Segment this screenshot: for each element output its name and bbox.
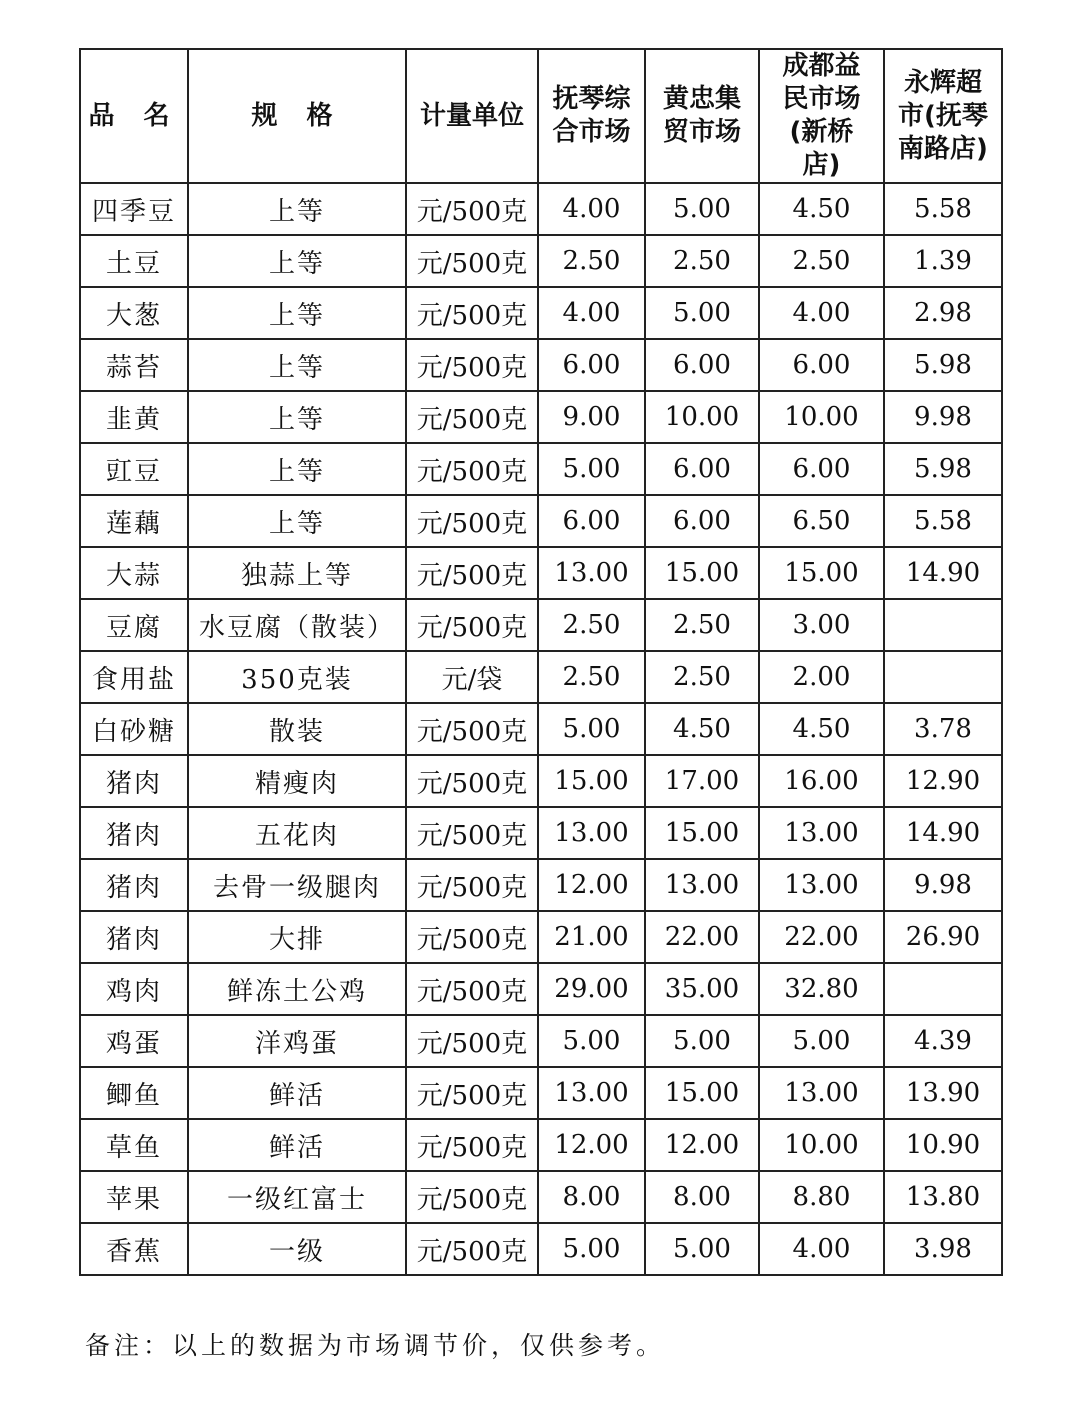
cell-unit: 元/500克 [406,755,538,807]
cell-price-yonghui: 2.98 [884,287,1002,339]
cell-price-yonghui: 3.98 [884,1223,1002,1275]
cell-unit: 元/500克 [406,1015,538,1067]
cell-price-huangzhong: 5.00 [645,183,759,235]
table-row [80,339,1002,391]
cell-price-yonghui: 5.58 [884,183,1002,235]
cell-price-yimin: 22.00 [759,911,884,963]
cell-product-name: 蒜苔 [80,339,188,391]
cell-price-yimin: 10.00 [759,391,884,443]
header-row [80,49,1002,183]
cell-price-fuqin: 13.00 [538,547,645,599]
table-row [80,911,1002,963]
cell-price-yonghui [884,599,1002,651]
table-row [80,1015,1002,1067]
table-row [80,963,1002,1015]
header-market-yimin-label: 成都益民市场(新桥店) [782,51,861,180]
cell-specification: 鲜冻土公鸡 [188,963,406,1015]
cell-price-yimin: 15.00 [759,547,884,599]
table-row [80,599,1002,651]
cell-specification: 上等 [188,495,406,547]
table-row [80,391,1002,443]
cell-unit: 元/500克 [406,1119,538,1171]
header-market-huangzhong-label: 黄忠集贸市场 [662,84,741,147]
cell-price-fuqin: 2.50 [538,235,645,287]
cell-price-yonghui: 5.98 [884,339,1002,391]
cell-specification: 一级 [188,1223,406,1275]
cell-product-name: 四季豆 [80,183,188,235]
cell-unit: 元/袋 [406,651,538,703]
header-market-yonghui [884,49,1002,183]
cell-price-yimin: 32.80 [759,963,884,1015]
cell-unit: 元/500克 [406,1067,538,1119]
cell-product-name: 莲藕 [80,495,188,547]
cell-price-yonghui: 13.90 [884,1067,1002,1119]
cell-price-huangzhong: 6.00 [645,443,759,495]
cell-unit: 元/500克 [406,807,538,859]
cell-price-huangzhong: 15.00 [645,547,759,599]
cell-product-name: 鲫鱼 [80,1067,188,1119]
cell-price-fuqin: 5.00 [538,1223,645,1275]
cell-price-yimin: 13.00 [759,859,884,911]
cell-price-fuqin: 2.50 [538,599,645,651]
cell-unit: 元/500克 [406,547,538,599]
cell-price-fuqin: 5.00 [538,1015,645,1067]
header-market-yimin [759,49,884,183]
cell-price-yimin: 13.00 [759,1067,884,1119]
cell-price-fuqin: 29.00 [538,963,645,1015]
cell-unit: 元/500克 [406,443,538,495]
cell-unit: 元/500克 [406,235,538,287]
table-row [80,1223,1002,1275]
cell-price-yimin: 6.50 [759,495,884,547]
cell-price-yonghui [884,963,1002,1015]
cell-product-name: 香蕉 [80,1223,188,1275]
cell-price-yonghui: 9.98 [884,859,1002,911]
cell-specification: 五花肉 [188,807,406,859]
cell-specification: 上等 [188,443,406,495]
cell-price-yimin: 5.00 [759,1015,884,1067]
cell-unit: 元/500克 [406,1223,538,1275]
cell-price-fuqin: 4.00 [538,183,645,235]
cell-specification: 水豆腐（散装） [188,599,406,651]
cell-price-huangzhong: 8.00 [645,1171,759,1223]
cell-product-name: 豇豆 [80,443,188,495]
table-row [80,547,1002,599]
cell-price-fuqin: 2.50 [538,651,645,703]
cell-price-yonghui: 14.90 [884,547,1002,599]
header-market-fuqin [538,49,645,183]
cell-specification: 350克装 [188,651,406,703]
cell-product-name: 韭黄 [80,391,188,443]
cell-price-yimin: 10.00 [759,1119,884,1171]
cell-price-yonghui: 14.90 [884,807,1002,859]
cell-unit: 元/500克 [406,495,538,547]
cell-price-fuqin: 5.00 [538,443,645,495]
cell-price-fuqin: 13.00 [538,807,645,859]
cell-price-huangzhong: 5.00 [645,1015,759,1067]
table-row [80,495,1002,547]
cell-price-yimin: 4.00 [759,1223,884,1275]
header-market-huangzhong [645,49,759,183]
cell-unit: 元/500克 [406,183,538,235]
cell-price-fuqin: 9.00 [538,391,645,443]
cell-price-fuqin: 4.00 [538,287,645,339]
cell-price-huangzhong: 6.00 [645,495,759,547]
cell-specification: 精瘦肉 [188,755,406,807]
cell-product-name: 苹果 [80,1171,188,1223]
cell-product-name: 大蒜 [80,547,188,599]
cell-price-huangzhong: 12.00 [645,1119,759,1171]
cell-specification: 一级红富士 [188,1171,406,1223]
cell-price-huangzhong: 5.00 [645,1223,759,1275]
cell-price-yimin: 13.00 [759,807,884,859]
cell-specification: 独蒜上等 [188,547,406,599]
cell-specification: 上等 [188,183,406,235]
cell-price-yonghui: 12.90 [884,755,1002,807]
cell-price-yonghui: 3.78 [884,703,1002,755]
cell-specification: 去骨一级腿肉 [188,859,406,911]
cell-price-fuqin: 13.00 [538,1067,645,1119]
table-row [80,183,1002,235]
cell-unit: 元/500克 [406,339,538,391]
cell-price-yonghui: 10.90 [884,1119,1002,1171]
table-body [80,183,1002,1275]
table-row [80,859,1002,911]
cell-price-huangzhong: 6.00 [645,339,759,391]
table-row [80,651,1002,703]
cell-unit: 元/500克 [406,859,538,911]
cell-price-huangzhong: 35.00 [645,963,759,1015]
cell-product-name: 鸡肉 [80,963,188,1015]
cell-product-name: 猪肉 [80,807,188,859]
table-row [80,443,1002,495]
cell-price-huangzhong: 2.50 [645,651,759,703]
header-specification: 规 格 [188,49,406,183]
cell-product-name: 猪肉 [80,755,188,807]
cell-specification: 上等 [188,391,406,443]
cell-specification: 大排 [188,911,406,963]
table-row [80,1067,1002,1119]
cell-specification: 洋鸡蛋 [188,1015,406,1067]
cell-specification: 上等 [188,287,406,339]
cell-price-yonghui: 1.39 [884,235,1002,287]
cell-product-name: 鸡蛋 [80,1015,188,1067]
cell-price-yimin: 8.80 [759,1171,884,1223]
cell-price-fuqin: 6.00 [538,339,645,391]
table-row [80,703,1002,755]
cell-unit: 元/500克 [406,1171,538,1223]
cell-price-fuqin: 21.00 [538,911,645,963]
cell-price-huangzhong: 2.50 [645,235,759,287]
cell-price-yimin: 4.00 [759,287,884,339]
table-row [80,287,1002,339]
cell-specification: 上等 [188,339,406,391]
cell-price-yimin: 3.00 [759,599,884,651]
cell-product-name: 豆腐 [80,599,188,651]
header-product-name: 品 名 [80,49,188,183]
table-row [80,807,1002,859]
header-unit: 计量单位 [406,49,538,183]
footnote: 备注：以上的数据为市场调节价，仅供参考。 [85,1331,666,1360]
cell-unit: 元/500克 [406,391,538,443]
cell-price-yimin: 6.00 [759,443,884,495]
price-table [79,48,1003,1276]
cell-price-huangzhong: 17.00 [645,755,759,807]
table-row [80,755,1002,807]
cell-price-fuqin: 6.00 [538,495,645,547]
cell-price-fuqin: 8.00 [538,1171,645,1223]
header-market-fuqin-label: 抚琴综合市场 [552,84,631,147]
cell-product-name: 猪肉 [80,911,188,963]
cell-price-huangzhong: 22.00 [645,911,759,963]
table-row [80,1119,1002,1171]
cell-price-fuqin: 12.00 [538,1119,645,1171]
cell-price-huangzhong: 15.00 [645,1067,759,1119]
cell-price-fuqin: 12.00 [538,859,645,911]
cell-price-yonghui: 4.39 [884,1015,1002,1067]
cell-product-name: 食用盐 [80,651,188,703]
cell-unit: 元/500克 [406,703,538,755]
cell-price-huangzhong: 13.00 [645,859,759,911]
cell-price-yimin: 4.50 [759,183,884,235]
cell-unit: 元/500克 [406,287,538,339]
cell-price-huangzhong: 15.00 [645,807,759,859]
table-row [80,235,1002,287]
cell-price-huangzhong: 10.00 [645,391,759,443]
cell-price-yonghui: 13.80 [884,1171,1002,1223]
cell-price-fuqin: 5.00 [538,703,645,755]
cell-unit: 元/500克 [406,911,538,963]
cell-price-yonghui: 26.90 [884,911,1002,963]
cell-price-huangzhong: 2.50 [645,599,759,651]
cell-product-name: 土豆 [80,235,188,287]
cell-price-yimin: 2.50 [759,235,884,287]
cell-specification: 散装 [188,703,406,755]
cell-specification: 上等 [188,235,406,287]
cell-product-name: 大葱 [80,287,188,339]
cell-price-fuqin: 15.00 [538,755,645,807]
cell-price-yonghui: 5.58 [884,495,1002,547]
cell-price-yimin: 4.50 [759,703,884,755]
cell-specification: 鲜活 [188,1119,406,1171]
header-market-yonghui-label: 永辉超市(抚琴南路店) [898,67,988,164]
cell-price-yimin: 6.00 [759,339,884,391]
cell-specification: 鲜活 [188,1067,406,1119]
cell-product-name: 白砂糖 [80,703,188,755]
cell-product-name: 草鱼 [80,1119,188,1171]
cell-price-yimin: 16.00 [759,755,884,807]
cell-price-huangzhong: 5.00 [645,287,759,339]
cell-price-yonghui: 9.98 [884,391,1002,443]
cell-price-huangzhong: 4.50 [645,703,759,755]
cell-unit: 元/500克 [406,599,538,651]
cell-price-yonghui [884,651,1002,703]
cell-unit: 元/500克 [406,963,538,1015]
table-row [80,1171,1002,1223]
cell-price-yonghui: 5.98 [884,443,1002,495]
cell-price-yimin: 2.00 [759,651,884,703]
cell-product-name: 猪肉 [80,859,188,911]
